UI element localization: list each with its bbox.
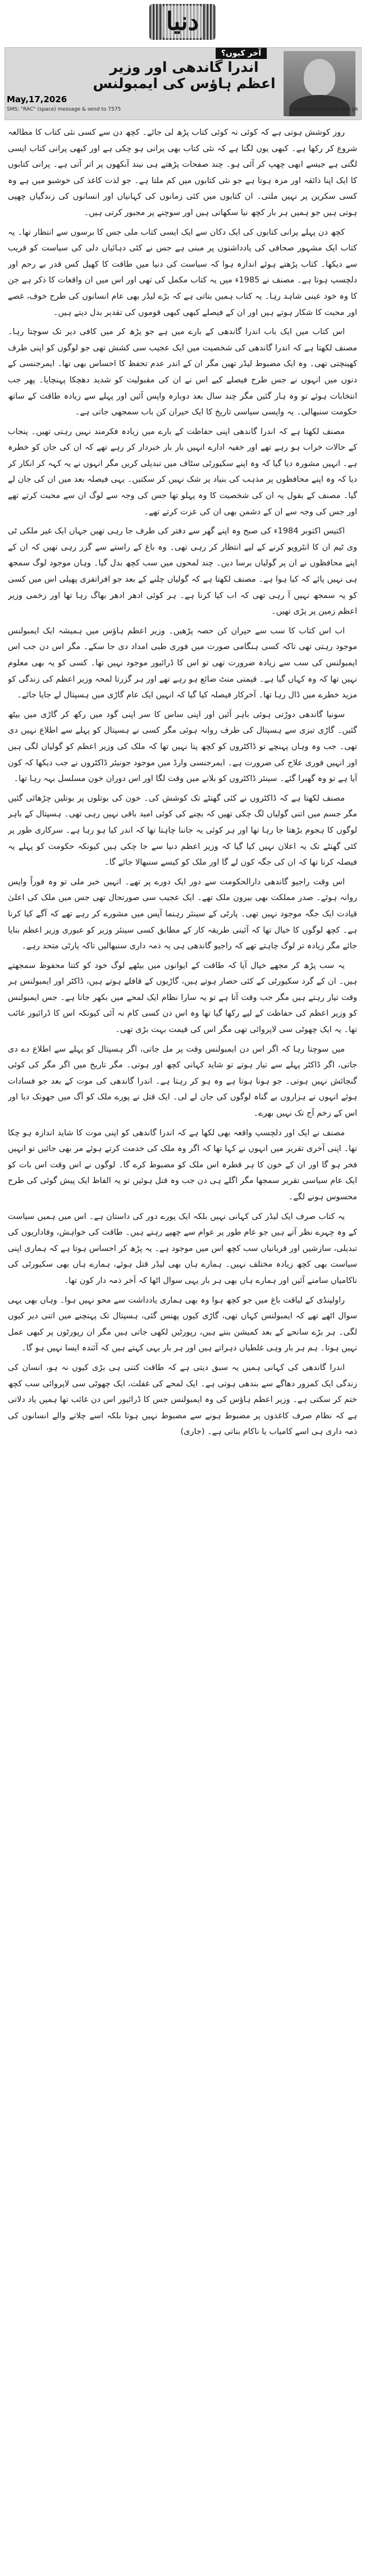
paragraph: روز کوشش ہوتی ہے کہ کوئی نہ کوئی کتاب پڑھ لی جائے۔ کچھ دن سے کسی نئی کتاب کا مطالعہ شروع کر رکھا ہے۔ کبھی یوں لگتا ہے کہ نئی کتاب بھی پرانی ہو چکی ہے اور کبھی پرانی کتاب ایسی لگتی ہے جیسے ابھی چھپ کر آئی ہو۔ چند صفحات پڑھتے ہی نیند آنکھوں پر اتر آتی ہے۔ پرانی کتابوں کا ایک اپنا ذائقہ اور مزہ ہوتا ہے جو نئی کتابوں میں کم ملتا ہے۔ جو لذت کاغذ کی خوشبو میں ہے وہ کسی سکرین پر نہیں ملتی۔ ان کتابوں میں کئی زمانوں کی کہانیاں اور انسانوں کی زندگیاں چھپی ہوتی ہیں جو ہمیں ہر بار کچھ نیا سکھاتی ہیں اور سوچنے پر مجبور کرتی ہیں۔ (8, 128, 357, 217)
masthead (0, 0, 365, 44)
paragraph: یہ کتاب صرف ایک لیڈر کی کہانی نہیں بلکہ ایک پورے دور کی داستان ہے۔ اس میں ہمیں سیاست کے وہ چہرے نظر آتے ہیں جو عام طور پر عوام سے چھپے رہتے ہیں۔ طاقت کی خواہش، وفاداریوں کی تبدیلی، سازشیں اور قربانیاں سب کچھ اس میں موجود ہے۔ یہ پڑھ کر احساس ہوتا ہے کہ ہماری اپنی سیاست بھی کچھ زیادہ مختلف نہیں۔ ہمارے ہاں بھی لیڈر قتل ہوئے، ہمارے ہاں بھی سکیورٹی کی ناکامیاں سامنے آئیں اور ہمارے ہاں بھی ہر بار یہی سوال اٹھا کہ آخر ذمہ دار کون تھا۔ (8, 1212, 357, 1285)
article-body (8, 125, 357, 2567)
logo-text: دنیا (163, 6, 203, 38)
paragraph: مصنف لکھتا ہے کہ ڈاکٹروں نے کئی گھنٹے تک کوشش کی۔ خون کی بوتلوں پر بوتلیں چڑھائی گئیں مگر جسم میں اتنی گولیاں لگ چکی تھیں کہ بچنے کی کوئی امید باقی نہیں رہی تھی۔ ہسپتال کے باہر لوگوں کا ہجوم بڑھتا جا رہا تھا اور ہر کوئی یہ جاننا چاہتا تھا کہ اندر کیا ہو رہا ہے۔ سرکاری طور پر کئی گھنٹے تک یہ اعلان نہیں کیا گیا کہ وزیر اعظم دنیا سے جا چکی ہیں کیونکہ حکومت کو پہلے یہ فیصلہ کرنا تھا کہ ان کی جگہ کون لے گا اور ملک کو کیسے سنبھالا جائے گا۔ (8, 793, 357, 867)
author-email[interactable]: rauf.klasra@dunya.com.pk (290, 107, 358, 112)
paragraph: میں سوچتا رہا کہ اگر اس دن ایمبولنس وقت پر مل جاتی، اگر ہسپتال کو پہلے سے اطلاع دے دی جاتی، اگر ڈاکٹر پہلے سے تیار ہوتے تو شاید کہانی کچھ اور ہوتی۔ مگر تاریخ میں اگر مگر کی کوئی گنجائش نہیں ہوتی۔ جو ہونا ہوتا ہے وہ ہو کر رہتا ہے۔ اندرا گاندھی کی موت کے بعد جو فسادات ہوئے انہوں نے ہزاروں بے گناہ لوگوں کی جان لے لی۔ ایک قتل نے پورے ملک کو آگ میں جھونک دیا اور اس کے زخم آج تک نہیں بھرے۔ (8, 1044, 357, 1118)
paragraph: مصنف لکھتا ہے کہ اندرا گاندھی اپنی حفاظت کے بارے میں زیادہ فکرمند نہیں رہتی تھیں۔ پنجاب کے حالات خراب ہو رہے تھے اور خفیہ ادارے انہیں بار بار خبردار کر رہے تھے کہ ان کی جان کو خطرہ ہے۔ انہیں مشورہ دیا گیا کہ وہ اپنے سکیورٹی سٹاف میں تبدیلی کریں مگر انہوں نے یہ کہہ کر انکار کر دیا کہ وہ اپنے محافظوں پر مذہب کی بنیاد پر شک نہیں کر سکتیں۔ یہی فیصلہ بعد میں ان کی جان لے گیا۔ مصنف کے بقول یہ ان کی شخصیت کا وہ پہلو تھا جس کی وجہ سے لوگ ان سے محبت کرتے تھے اور جس کی وجہ سے ان کے دشمن بھی ان کی عزت کرتے تھے۔ (8, 427, 357, 517)
paragraph: اکتیس اکتوبر 1984ء کی صبح وہ اپنے گھر سے دفتر کی طرف جا رہی تھیں جہاں ایک غیر ملکی ٹی وی ٹیم ان کا انٹرویو کرنے کے لیے انتظار کر رہی تھی۔ وہ باغ کے راستے سے گزر رہی تھیں کہ ان کے اپنے محافظوں نے ان پر گولیاں برسا دیں۔ چند لمحوں میں سب کچھ بدل گیا۔ وہاں موجود لوگ سمجھ ہی نہیں پائے کہ کیا ہوا ہے۔ مصنف لکھتا ہے کہ گولیاں چلنے کے بعد جو افراتفری پھیلی اس میں کسی کو یہ سمجھ نہیں آ رہی تھی کہ اب کیا کرنا ہے۔ ہر کوئی ادھر ادھر بھاگ رہا تھا اور زخمی وزیر اعظم زمین پر پڑی تھیں۔ (8, 527, 357, 616)
paragraph: راولپنڈی کے لیاقت باغ میں جو کچھ ہوا وہ بھی ہماری یادداشت سے محو نہیں ہوا۔ وہاں بھی یہی سوال اٹھے تھے کہ ایمبولنس کہاں تھی، گاڑی کیوں پھنس گئی، ہسپتال تک پہنچنے میں اتنی دیر کیوں لگی۔ ہر بڑے سانحے کے بعد کمیشن بنتے ہیں، رپورٹیں لکھی جاتی ہیں مگر ان رپورٹوں پر کبھی عمل نہیں ہوتا۔ ہم ہر بار وہی غلطیاں دہراتے ہیں اور ہر بار یہی کہتے ہیں کہ آئندہ ایسا نہیں ہو گا۔ (8, 1295, 357, 1353)
sms-info: SMS: "RAC" (space) message & send to 7575 (7, 107, 121, 112)
paragraph: اس وقت راجیو گاندھی دارالحکومت سے دور ایک دورے پر تھے۔ انہیں خبر ملی تو وہ فوراً واپس روانہ ہوئے۔ صدر مملکت بھی بیرون ملک تھے۔ ایک عجیب سی صورتحال تھی جس میں ملک کی اعلیٰ قیادت ایک جگہ موجود نہیں تھی۔ پارٹی کے سینئر رہنما آپس میں مشورے کر رہے تھے کہ آگے کیا کرنا ہے۔ کچھ لوگوں کا خیال تھا کہ آئینی طریقہ کار کے مطابق کسی سینئر وزیر کو عبوری وزیر اعظم بنایا جائے مگر زیادہ تر لوگ چاہتے تھے کہ راجیو گاندھی ہی یہ ذمہ داری سنبھالیں تاکہ پارٹی متحد رہے۔ (8, 877, 357, 951)
paragraph: یہ سب پڑھ کر مجھے خیال آیا کہ طاقت کے ایوانوں میں بیٹھے لوگ خود کو کتنا محفوظ سمجھتے ہیں۔ ان کے گرد سکیورٹی کے کئی حصار ہوتے ہیں، گاڑیوں کے قافلے ہوتے ہیں، ڈاکٹر اور ایمبولنس ہر وقت تیار رہتے ہیں مگر جب وقت آتا ہے تو یہ سارا نظام ایک لمحے میں بکھر جاتا ہے۔ جس ایمبولنس کو وزیر اعظم کی حفاظت کے لیے رکھا گیا تھا وہ اس دن کسی کام نہ آئی کیونکہ اس کا ڈرائیور غائب تھا۔ یہ ایک چھوٹی سی لاپروائی تھی مگر اس کی قیمت بہت بڑی تھی۔ (8, 961, 357, 1035)
paragraph: اب اس کتاب کا سب سے حیران کن حصہ پڑھیں۔ وزیر اعظم ہاؤس میں ہمیشہ ایک ایمبولنس موجود رہتی تھی تاکہ کسی ہنگامی صورت میں فوری طبی امداد دی جا سکے۔ مگر اس دن جب اس ایمبولنس کی سب سے زیادہ ضرورت تھی تو اس کا ڈرائیور موجود نہیں تھا۔ کسی کو یہ بھی معلوم نہیں تھا کہ وہ کہاں گیا ہے۔ قیمتی منٹ ضائع ہو رہے تھے اور ہر گزرتا لمحہ وزیر اعظم کی زندگی کو مزید خطرے میں ڈال رہا تھا۔ آخرکار فیصلہ کیا گیا کہ انہیں ایک عام گاڑی میں ہسپتال لے جایا جائے۔ (8, 626, 357, 700)
article-title: اندرا گاندھی اور وزیر اعظم ہاؤس کی ایمبولنس (93, 59, 276, 92)
paragraph: سونیا گاندھی دوڑتی ہوئی باہر آئیں اور اپنی ساس کا سر اپنی گود میں رکھ کر گاڑی میں بیٹھ گئیں۔ گاڑی تیزی سے ہسپتال کی طرف روانہ ہوئی مگر کسی نے ہسپتال کو پہلے سے اطلاع نہیں دی تھی۔ جب وہ وہاں پہنچے تو ڈاکٹروں کو کچھ پتا نہیں تھا کہ ملک کی وزیر اعظم کو گولیاں لگی ہیں اور انہیں فوری علاج کی ضرورت ہے۔ ایمرجنسی وارڈ میں موجود جونیئر ڈاکٹروں نے جب دیکھا کہ کون آیا ہے تو وہ گھبرا گئے۔ سینئر ڈاکٹروں کو بلانے میں وقت لگا اور اس دوران خون مسلسل بہہ رہا تھا۔ (8, 710, 357, 784)
paragraph: اندرا گاندھی کی کہانی ہمیں یہ سبق دیتی ہے کہ طاقت کتنی ہی بڑی کیوں نہ ہو، انسان کی زندگی ایک کمزور دھاگے سے بندھی ہوتی ہے۔ ایک لمحے کی غفلت، ایک چھوٹی سی لاپروائی سب کچھ ختم کر سکتی ہے۔ وزیر اعظم ہاؤس کی وہ ایمبولنس جس کا ڈرائیور اس دن غائب تھا ہمیں یاد دلاتی ہے کہ نظام صرف کاغذوں پر مضبوط ہونے سے مضبوط نہیں ہوتا بلکہ اسے چلانے والے انسانوں کی ذمہ داری ہی اسے کامیاب یا ناکام بناتی ہے۔ (جاری) (8, 1363, 357, 1437)
portrait-shoulders (289, 95, 350, 116)
meta-row (7, 107, 358, 112)
paragraph: اس کتاب میں ایک باب اندرا گاندھی کے بارے میں ہے جو پڑھ کر میں کافی دیر تک سوچتا رہا۔ مصنف لکھتا ہے کہ اندرا گاندھی کی شخصیت میں ایک عجیب سی کشش تھی جو لوگوں کو اپنی طرف کھینچتی تھی۔ وہ ایک مضبوط لیڈر تھیں مگر ان کے اندر عدم تحفظ کا احساس بھی تھا۔ ایمرجنسی کے دنوں میں انہوں نے جس طرح فیصلے کیے اس نے ان کی مقبولیت کو شدید دھچکا پہنچایا۔ پھر جب انتخابات ہوئے تو وہ ہار گئیں مگر چند سال بعد دوبارہ واپس آئیں اور پہلے سے زیادہ طاقت کے ساتھ حکومت سنبھالی۔ یہ واپسی سیاسی تاریخ کا ایک حیران کن باب سمجھی جاتی ہے۔ (8, 327, 357, 417)
newspaper-logo (149, 4, 216, 40)
portrait-head (304, 59, 335, 96)
column-name: آخر کیوں؟ (216, 48, 267, 59)
publish-date: May,17,2026 (7, 94, 67, 104)
paragraph: کچھ دن پہلے پرانی کتابوں کی ایک دکان سے ایک ایسی کتاب ملی جس کا برسوں سے انتظار تھا۔ یہ کتاب ایک مشہور صحافی کی یادداشتوں پر مبنی ہے جس نے کئی دہائیاں دلی کی سیاست کو قریب سے دیکھا۔ کتاب پڑھتے ہوئے اندازہ ہوا کہ سیاست کی دنیا میں طاقت کا کھیل کس قدر بے رحم اور دلچسپ ہوتا ہے۔ مصنف نے 1985ء میں یہ کتاب مکمل کی تھی اور اس میں ان واقعات کا ذکر ہے جن کا وہ خود عینی شاہد رہا۔ یہ کتاب ہمیں بتاتی ہے کہ بڑے لیڈر بھی عام انسانوں کی طرح خوف، غصے اور محبت کا شکار ہوتے ہیں اور ان کے فیصلے کبھی کبھی قوموں کی تقدیر بدل دیتے ہیں۔ (8, 227, 357, 317)
paragraph: مصنف نے ایک اور دلچسپ واقعہ بھی لکھا ہے کہ اندرا گاندھی کو اپنی موت کا شاید اندازہ ہو چکا تھا۔ اپنی آخری تقریر میں انہوں نے کہا تھا کہ اگر وہ ملک کی خدمت کرتے ہوئے مر بھی جائیں تو انہیں فخر ہو گا اور ان کے خون کا ہر قطرہ اس ملک کو مضبوط کرے گا۔ لوگوں نے اس وقت اس بات کو ایک عام سیاسی تقریر سمجھا مگر اگلے ہی دن جب وہ قتل ہوئیں تو یہ الفاظ ایک پیش گوئی کی طرح محسوس ہونے لگے۔ (8, 1128, 357, 1202)
